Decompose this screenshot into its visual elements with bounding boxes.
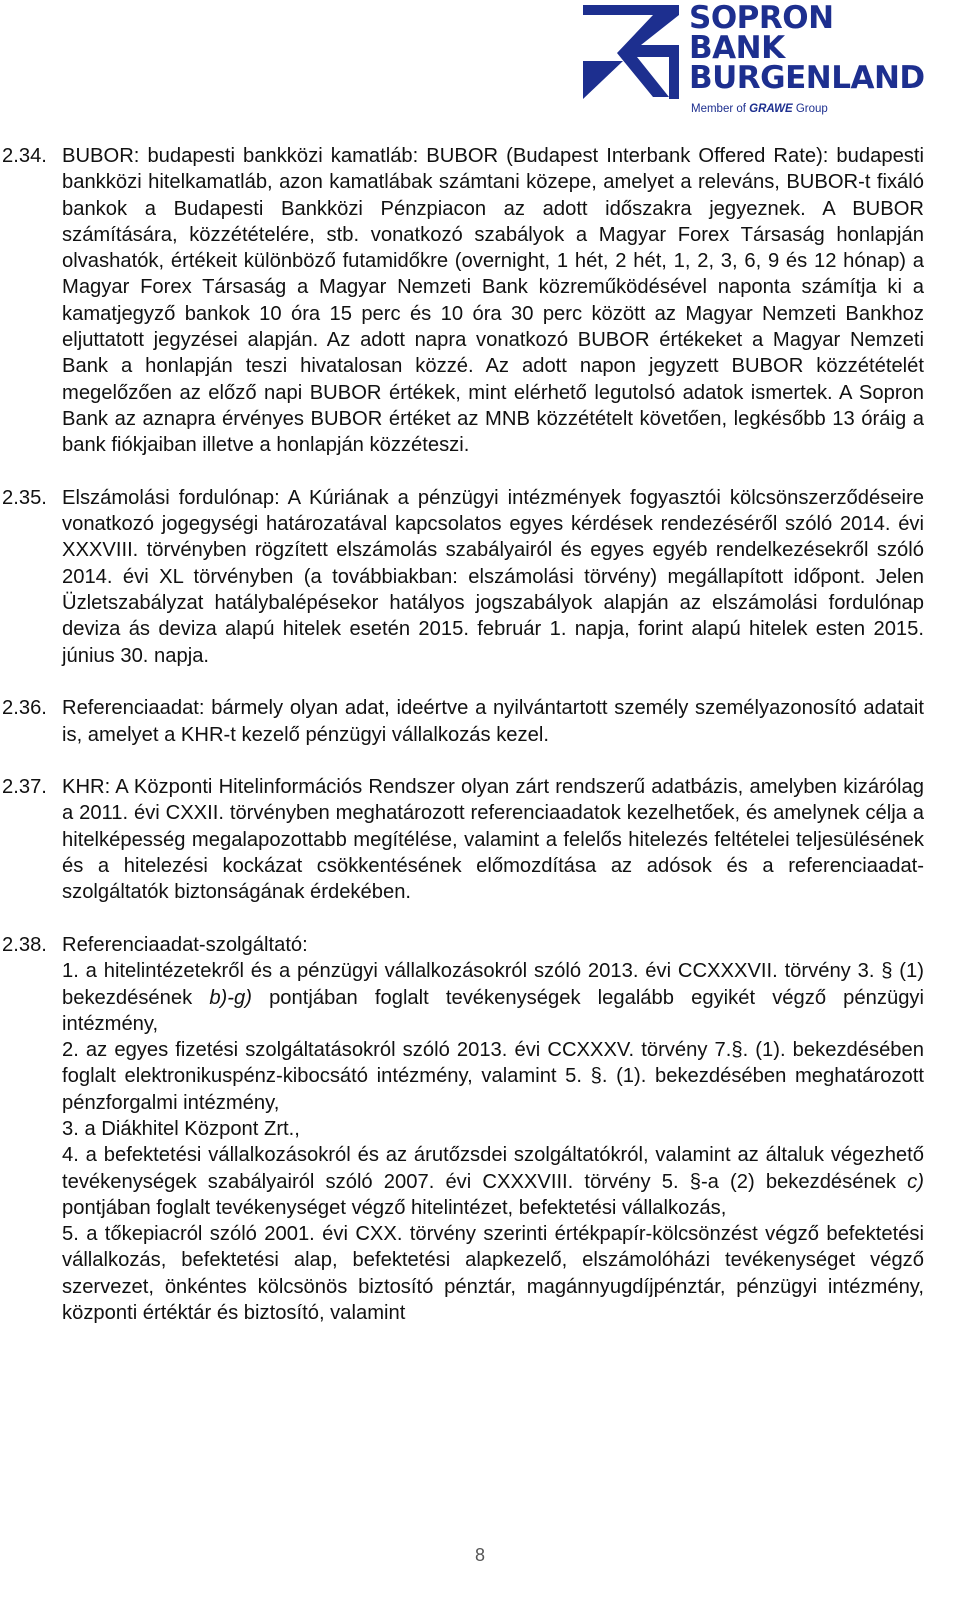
list-item-text: pontjában foglalt tevékenységek legalább egyikét végző pénzügyi intézmény, <box>62 986 924 1035</box>
logo-member-line <box>691 103 828 115</box>
list-item-emphasis: c) <box>907 1170 924 1193</box>
logo-member-group: GRAWE <box>749 103 793 115</box>
section-text: BUBOR: budapesti bankközi kamatláb: BUBOR (Budapest Interbank Offered Rate): budapesti bankközi hitelkamatláb, azon kamatlábak számtani közepe, amelyet a releváns, BUBOR-t fixáló bankok a Budapesti Bankközi Pénzpiacon az adott időszakra jegyeznek. A BUBOR számítására, közzétételére, stb. vonatkozó szabályok a Magyar Forex Társaság honlapján olvashatók, értékeit különböző futamidőkre (overnight, 1 hét, 2 hét, 1, 2, 3, 6, 9 és 12 hónap) a Magyar Forex Társaság a Magyar Nemzeti Bank közreműködésével naponta számítja ki a kamatjegyző bankok 10 óra 15 perc és 10 óra 30 perc között az Magyar Nemzeti Bankhoz eljuttatott jegyzései alapján. Az adott napra vonatkozó BUBOR értékeket a Magyar Nemzeti Bank a honlapján teszi hivatalosan közzé. Az adott napon jegyzett BUBOR közzétételét megelőzően az előző napi BUBOR értékek, mint elérhető legutolsó adatok ismertek. A Sopron Bank az aznapra érvényes BUBOR értéket az MNB közzétételt követően, legkésőbb 13 óráig a bank fiókjaiban illetve a honlapján közzéteszi. <box>62 145 924 457</box>
section-2-35 <box>2 485 924 669</box>
logo-line-1: SOPRON <box>689 0 834 36</box>
section-2-37 <box>2 774 924 905</box>
section-number: 2.35. <box>2 486 47 509</box>
list-item: 2. az egyes fizetési szolgáltatásokról szóló 2013. évi CCXXXV. törvény 7.§. (1). bekezdésében foglalt elektronikuspénz-kibocsátó intézmény, valamint 5. §. (1). bekezdésében meghatározott pénzforgalmi intézmény, <box>62 1039 924 1114</box>
section-2-38 <box>2 932 924 1326</box>
section-text: KHR: A Központi Hitelinformációs Rendszer olyan zárt rendszerű adatbázis, amelyben kizárólag a 2011. évi CXXII. törvényben meghatározott referenciaadatok kezelhetőek, és amelynek célja a hitelképesség megalapozottabb megítélése, valamint a felelős hitelezés feltételei teljesülésének és a hitelezési kockázat csökkentésének előmozdítása az adósok és a referenciaadat-szolgáltatók biztonságának érdekében. <box>62 776 924 904</box>
bank-logo-icon <box>583 5 679 99</box>
list-item <box>62 1142 924 1221</box>
section-text: Referenciaadat: bármely olyan adat, ideértve a nyilvántartott személy személyazonosító adatait is, amelyet a KHR-t kezelő pénzügyi vállalkozás kezel. <box>62 697 924 746</box>
document-body <box>2 143 924 1353</box>
list-item <box>62 958 924 1037</box>
section-2-34 <box>2 143 924 459</box>
list-item: 3. a Diákhitel Központ Zrt., <box>62 1117 300 1140</box>
section-number: 2.38. <box>2 933 47 956</box>
page-number: 8 <box>474 1545 485 1565</box>
section-title: Referenciaadat-szolgáltató: <box>62 933 308 956</box>
list-item-text: 4. a befektetési vállalkozásokról és az árutőzsdei szolgáltatókról, valamint az általuk végezhető tevékenységek szabályairól szóló 2007. évi CXXXVIII. törvény 5. §-a (2) bekezdésének <box>62 1144 924 1193</box>
section-text: Elszámolási fordulónap: A Kúriának a pénzügyi intézmények fogyasztói kölcsönszerződéseire vonatkozó jogegységi határozatával kapcsolatos egyes kérdések rendezéséről szóló 2014. évi XXXVIII. törvényben rögzített elszámolás szabályairól és egyes egyéb rendelkezésekről szóló 2014. évi XL törvényben (a továbbiakban: elszámolási törvény) megállapított időpont. Jelen Üzletszabályzat hatálybalépésekor hatályos jogszabályok alapján az elszámolási fordulónap deviza ás deviza alapú hitelek esetén 2015. február 1. napja, forint alapú hitelek esten 2015. június 30. napja. <box>62 486 924 667</box>
list-item-text: 1. a hitelintézetekről és a pénzügyi vállalkozásokról szóló 2013. évi CCXXXVII. törvény 3. § (1) bekezdésének <box>62 960 924 1009</box>
section-number: 2.34. <box>2 145 47 167</box>
logo-line-2: BANK <box>689 30 785 66</box>
section-2-36 <box>2 695 924 748</box>
sopron-bank-logo <box>583 0 925 121</box>
section-number: 2.36. <box>2 697 47 720</box>
logo-member-prefix: Member of <box>691 103 750 115</box>
list-item-emphasis: b)-g) <box>209 986 252 1009</box>
logo-member-suffix: Group <box>792 103 828 115</box>
list-item-text: pontjában foglalt tevékenységet végző hitelintézet, befektetési vállalkozás, <box>62 1196 727 1219</box>
section-number: 2.37. <box>2 776 47 799</box>
logo-line-3: BURGENLAND <box>689 60 925 96</box>
logo-wordmark <box>689 0 925 96</box>
list-item: 5. a tőkepiacról szóló 2001. évi CXX. törvény szerinti értékpapír-kölcsönzést végző befektetési vállalkozás, befektetési alap, befektetési alapkezelő, elszámolóházi tevékenységet végző szervezet, önkéntes kölcsönös biztosító pénztár, magánnyugdíjpénztár, pénzügyi intézmény, központi értéktár és biztosító, valamint <box>62 1223 924 1325</box>
